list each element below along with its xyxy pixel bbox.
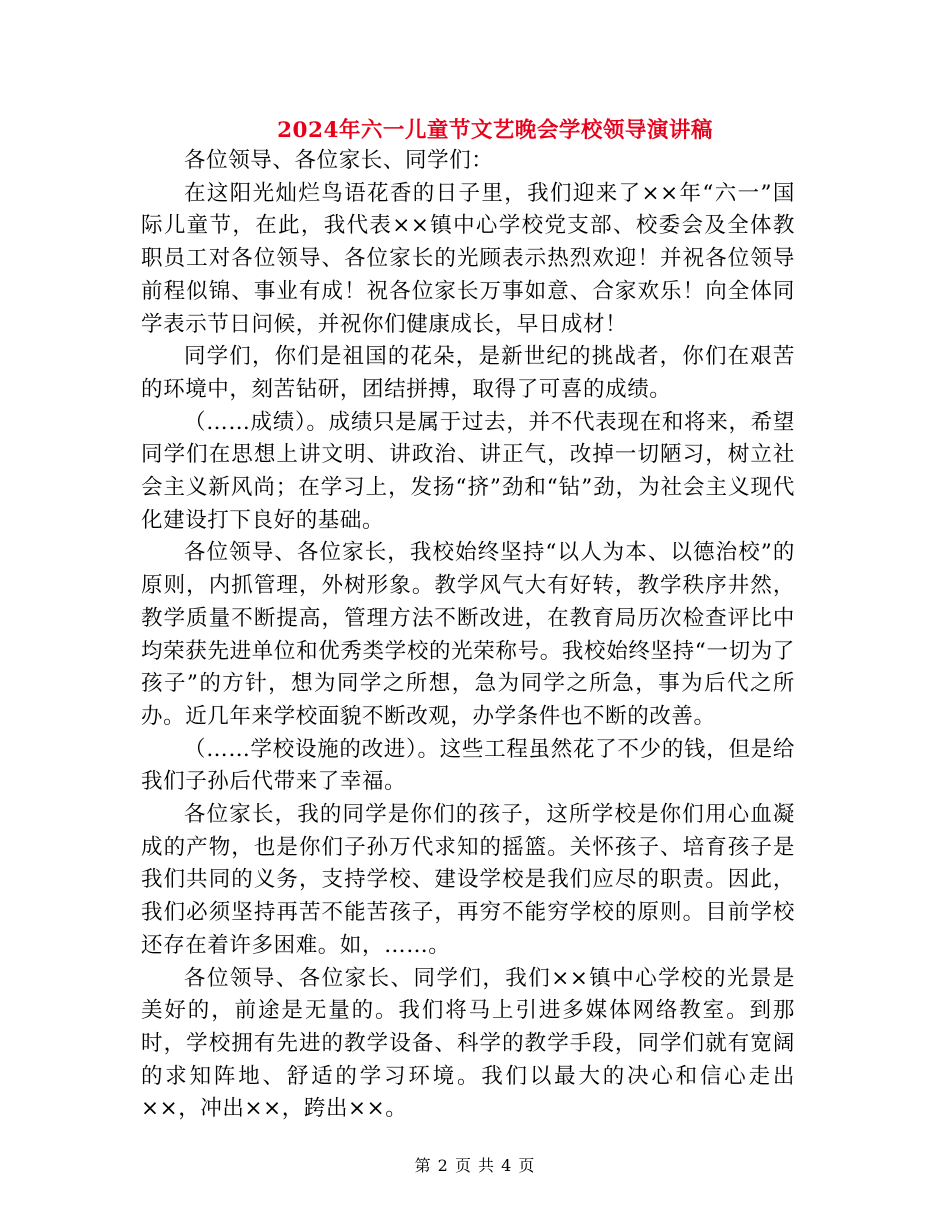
document-title: 2024年六一儿童节文艺晚会学校领导演讲稿 xyxy=(277,118,713,143)
body-paragraph: 在这阳光灿烂鸟语花香的日子里，我们迎来了××年“六一”国际儿童节，在此，我代表××镇中心学校党支部、校委会及全体教职员工对各位领导、各位家长的光顾表示热烈欢迎！并祝各位领导前程似锦、事业有成！祝各位家长万事如意、合家欢乐！向全体同学表示节日问候，并祝你们健康成长，早日成材！ xyxy=(141,180,795,337)
salutation-paragraph: 各位领导、各位家长、同学们： xyxy=(184,148,494,173)
page-footer: 第 2 页 共 4 页 xyxy=(414,1156,536,1175)
body-paragraph: 各位家长，我的同学是你们的孩子，这所学校是你们用心血凝成的产物，也是你们子孙万代求知的摇篮。关怀孩子、培育孩子是我们共同的义务，支持学校、建设学校是我们应尽的职责。因此，我们必须坚持再苦不能苦孩子，再穷不能穷学校的原则。目前学校还存在着许多困难。如，……。 xyxy=(141,802,795,958)
body-paragraph: 各位领导、各位家长，我校始终坚持“以人为本、以德治校”的原则，内抓管理，外树形象。教学风气大有好转，教学秩序井然，教学质量不断提高，管理方法不断改进，在教育局历次检查评比中均荣获先进单位和优秀类学校的光荣称号。我校始终坚持“一切为了孩子”的方针，想为同学之所想，急为同学之所急，事为后代之所办。近几年来学校面貌不断改观，办学条件也不断的改善。 xyxy=(141,540,795,729)
body-paragraph: （……成绩）。成绩只是属于过去，并不代表现在和将来，希望同学们在思想上讲文明、讲政治、讲正气，改掉一切陋习，树立社会主义新风尚；在学习上，发扬“挤”劲和“钻”劲，为社会主义现代化建设打下良好的基础。 xyxy=(141,409,795,533)
document-body xyxy=(141,145,795,1126)
body-paragraph: 各位领导、各位家长、同学们，我们××镇中心学校的光景是美好的，前途是无量的。我们将马上引进多媒体网络教室。到那时，学校拥有先进的教学设备、科学的教学手段，同学们就有宽阔的求知阵地、舒适的学习环境。我们以最大的决心和信心走出××，冲出××，跨出××。 xyxy=(141,965,795,1122)
body-paragraph: （……学校设施的改进）。这些工程虽然花了不少的钱，但是给我们子孙后代带来了幸福。 xyxy=(141,736,795,795)
body-paragraph: 同学们，你们是祖国的花朵，是新世纪的挑战者，你们在艰苦的环境中，刻苦钻研，团结拼搏，取得了可喜的成绩。 xyxy=(141,344,795,402)
